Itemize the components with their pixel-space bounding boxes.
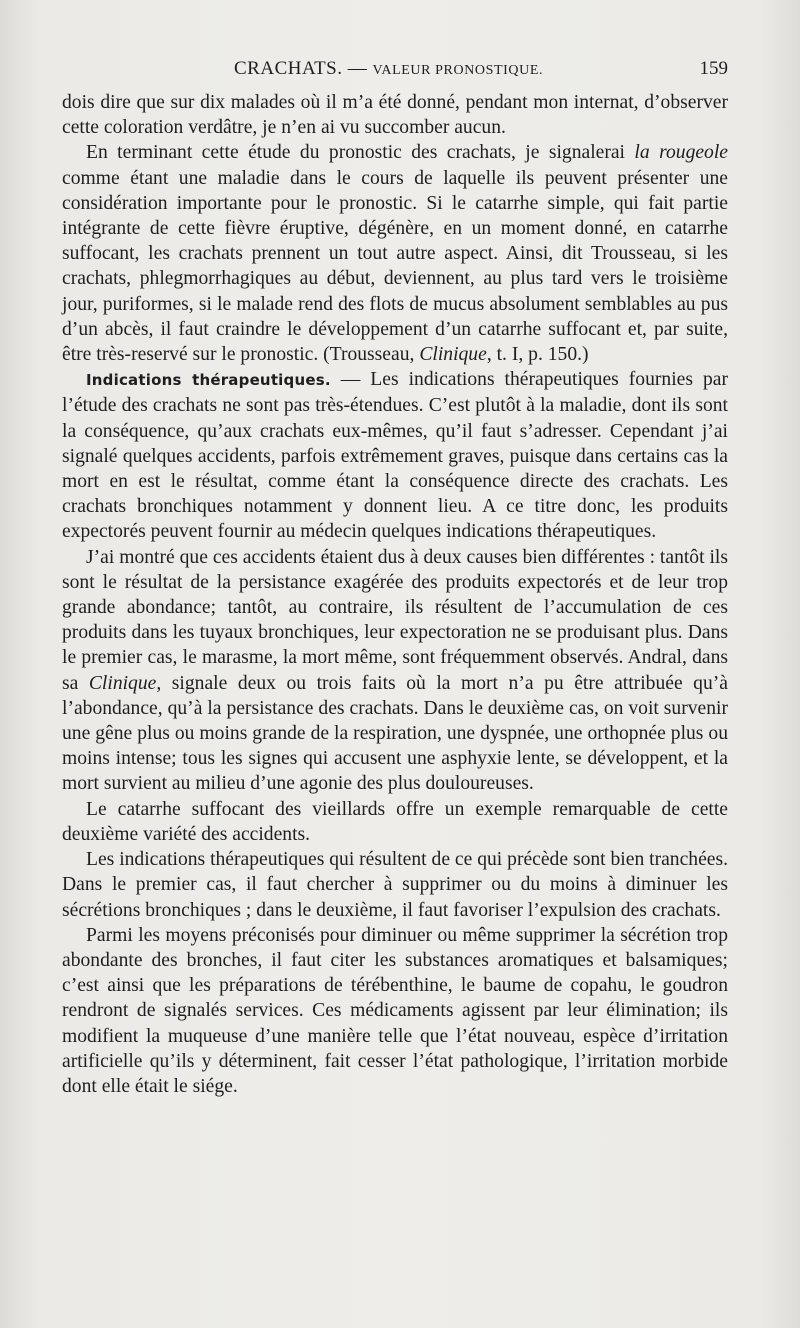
paragraph-5-text: Le catarrhe suffocant des vieillards offre un exemple remarquable de cette deuxième variété des accidents. [62, 798, 728, 845]
page-number: 159 [699, 58, 728, 79]
paragraph-2 [62, 140, 728, 367]
running-title-dash: — [342, 58, 373, 79]
section-heading-indications: Indications thérapeutiques. [86, 371, 331, 390]
paragraph-4-italic: Clinique [88, 672, 157, 694]
paragraph-6-text: Les indications thérapeutiques qui résultent de ce qui précède sont bien tranchées. Dans le premier cas, il faut chercher à supprimer ou du moins à diminuer les sécrétions bronchiques ; dans le deuxième, il faut favoriser l’expulsion des crachats. [62, 849, 729, 921]
paragraph-1-text: dois dire que sur dix malades où il m’a été donné, pendant mon internat, d’observer cette coloration verdâtre, je n’en ai vu succomber aucun. [62, 92, 728, 139]
paragraph-2-text-a: En terminant cette étude du pronostic des crachats, je signalerai [86, 142, 635, 164]
paragraph-2-text-b: comme étant une maladie dans le cours de laquelle ils peuvent présenter une considération importante pour le pronostic. Si le catarrhe simple, qui fait partie intégrante de cette fièvre éruptive, dégénère, en un moment donné, en catarrhe suffocant, les crachats prennent un tout autre aspect. Ainsi, dit Trousseau, si les crachats, phlegmorrhagiques au début, deviennent, au plus tard vers le troisième jour, puriformes, si le malade rend des flots de mucus absolument semblables au pus d’un abcès, il faut craindre le développement d’un catarrhe suffocant et, par suite, être très-reservé sur le pronostic. (Trousseau, [62, 167, 728, 366]
paragraph-3 [62, 367, 728, 544]
running-header [62, 58, 730, 82]
paragraph-4-text-a: J’ai montré que ces accidents étaient dus à deux causes bien différentes : tantôt ils sont le résultat de la persistance exagérée des produits expectorés et de leur trop grande abondance; tantôt, au contraire, ils résultent de l’accumulation de ces produits dans les tuyaux bronchiques, leur expectoration ne se produisant plus. Dans le premier cas, le marasme, la mort même, sont fréquemment observés. Andral, dans sa [62, 546, 728, 694]
paragraph-5 [62, 797, 728, 847]
running-title [234, 58, 543, 80]
paragraph-6 [62, 847, 728, 923]
paragraph-2-text-c: , t. I, p. 150.) [486, 344, 589, 366]
paragraph-7-text: Parmi les moyens préconisés pour diminuer ou même supprimer la sécrétion trop abondante des bronches, il faut citer les substances aromatiques et balsamiques; c’est ainsi que les préparations de térébenthine, le baume de copahu, le goudron rendront de signalés services. Ces médicaments agissent par leur élimination; ils modifient la muqueuse d’une manière telle que l’état nouveau, espèce d’irritation artificielle qu’ils y déterminent, fait cesser l’état pathologique, l’irritation morbide dont elle était le siége. [62, 924, 728, 1097]
paragraph-1 [62, 90, 728, 140]
paragraph-4 [62, 545, 728, 797]
paragraph-2-italic-b: Clinique [419, 344, 487, 366]
running-title-main: CRACHATS. [234, 58, 343, 79]
running-title-sub: VALEUR PRONOSTIQUE. [372, 63, 544, 78]
paragraph-4-text-b: , signale deux ou trois faits où la mort n’a pu être attribuée qu’à l’abondance, qu’à la persistance des crachats. Dans le deuxième cas, on voit survenir une gêne plus ou moins grande de la respiration, une dyspnée, une orthopnée plus ou moins intense; tous les signes qui accusent une asphyxie lente, se développent, et la mort survient au milieu d’une agonie des plus douloureuses. [62, 672, 728, 795]
paragraph-3-text: — Les indications thérapeutiques fournies par l’étude des crachats ne sont pas très-étendues. C’est plutôt à la maladie, dont ils sont la conséquence, qu’aux crachats eux-mêmes, qu’il faut s’adresser. Cependant j’ai signalé quelques accidents, parfois extrêmement graves, puisque dans certains cas la mort en est le résultat, comme étant la conséquence directe des crachats. Les crachats bronchiques notamment y donnent lieu. A ce titre donc, les produits expectorés peuvent fournir au médecin quelques indications thérapeutiques. [62, 369, 728, 543]
body-text [62, 90, 728, 1099]
paragraph-7 [62, 923, 728, 1099]
paragraph-2-italic-a: la rougeole [634, 142, 728, 164]
